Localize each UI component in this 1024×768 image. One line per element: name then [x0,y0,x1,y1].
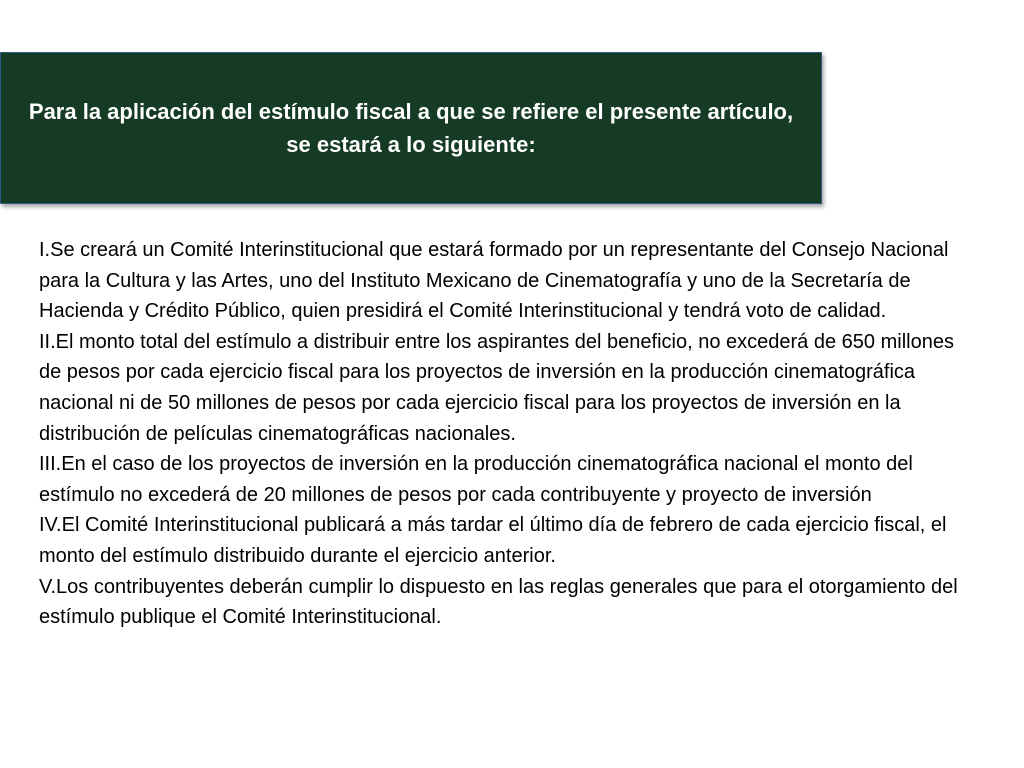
list-item-i: I.Se creará un Comité Interinstitucional que estará formado por un representante del Consejo Nacional para la Cultura y las Artes, uno del Instituto Mexicano de Cinematografía y uno de la Secretaría de Hacienda y Crédito Público, quien presidirá el Comité Interinstitucional y tendrá voto de calidad. [39,239,949,323]
slide-title: Para la aplicación del estímulo fiscal a que se refiere el presente artículo, se estará a lo siguiente: [28,99,794,157]
list-item-iii: III.En el caso de los proyectos de inversión en la producción cinematográfica nacional el monto del estímulo no excederá de 20 millones de pesos por cada contribuyente y proyecto de inversión [39,453,913,506]
list-item-v: V.Los contribuyentes deberán cumplir lo dispuesto en las reglas generales que para el otorgamiento del estímulo publique el Comité Interinstitucional. [39,575,958,629]
title-banner [0,52,822,204]
list-item-iv: IV.El Comité Interinstitucional publicará a más tardar el último día de febrero de cada ejercicio fiscal, el monto del estímulo distribuido durante el ejercicio anterior. [39,514,947,567]
list-item-ii: II.El monto total del estímulo a distribuir entre los aspirantes del beneficio, no excederá de 650 millones de pesos por cada ejercicio fiscal para los proyectos de inversión en la producción cinematográfica nacional ni de 50 millones de pesos por cada ejercicio fiscal para los proyectos de inversión en la distribución de películas cinematográficas nacionales. [39,330,954,445]
slide-body [39,235,979,633]
